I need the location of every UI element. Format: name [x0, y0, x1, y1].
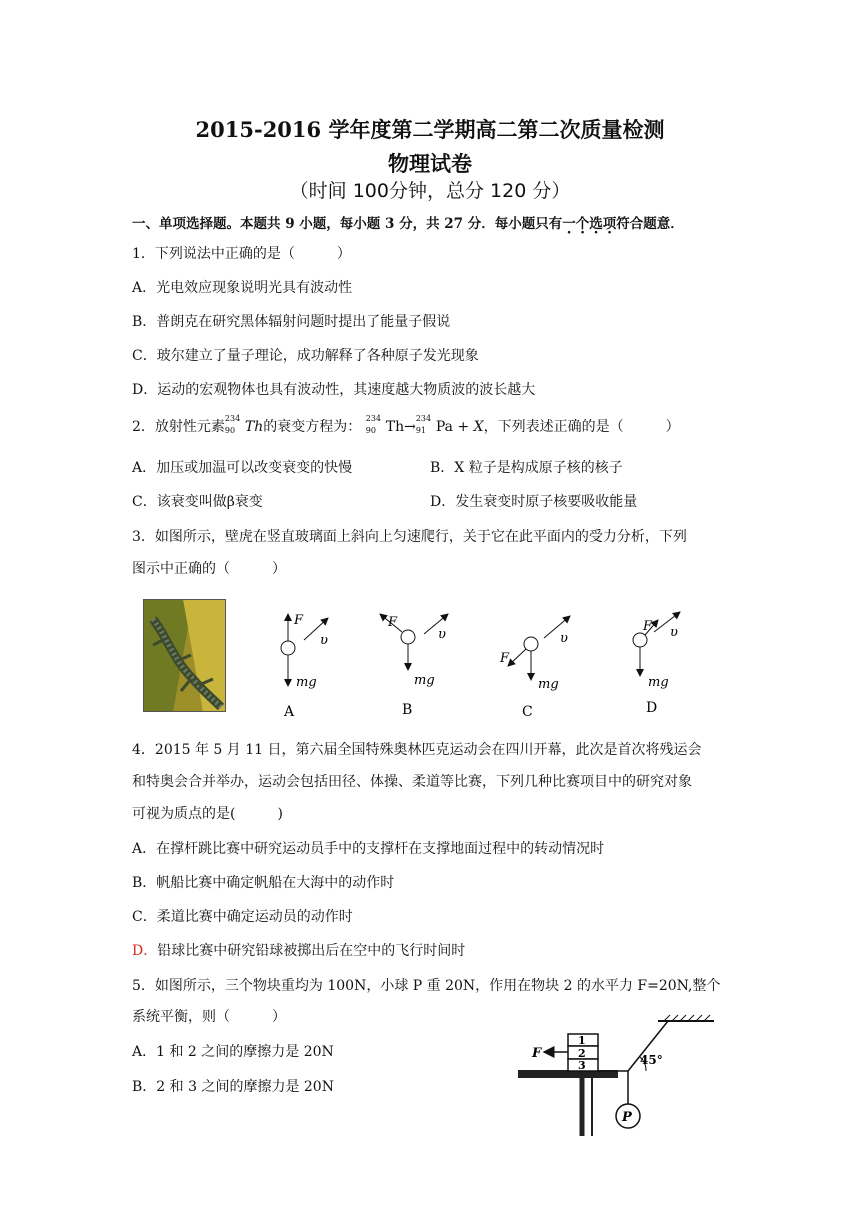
diagram-a — [281, 613, 328, 720]
q1-option-c: C．玻尔建立了量子理论，成功解释了各种原子发光现象 — [132, 348, 479, 364]
section-heading-prefix: 一、单项选择题。本题共 9 小题，每小题 3 分，共 27 分．每小题只有 — [132, 216, 563, 232]
q1-option-b: B．普朗克在研究黑体辐射问题时提出了能量子假说 — [132, 314, 451, 330]
label-v: υ — [320, 633, 328, 648]
diagram-c — [499, 616, 570, 720]
q4-option-b: B．帆船比赛中确定帆船在大海中的动作时 — [132, 875, 395, 891]
decay-arrow: → — [404, 419, 416, 435]
label-mg: mg — [648, 675, 669, 690]
q4-option-c: C．柔道比赛中确定运动员的动作时 — [132, 909, 353, 925]
mass-number: 234 — [415, 414, 432, 423]
q5-block-figure — [518, 1008, 738, 1138]
element-symbol: Th — [244, 419, 264, 435]
label-f: F — [500, 651, 510, 666]
q2-option-b: B．X 粒子是构成原子核的核子 — [430, 460, 623, 476]
element-symbol: Th — [385, 419, 405, 435]
angle-label: 45° — [640, 1053, 663, 1067]
q1-stem: 1．下列说法中正确的是（ ） — [132, 246, 351, 262]
emph-char: 个 — [575, 216, 590, 232]
block-1-label: 1 — [578, 1034, 586, 1047]
section-heading-suffix: 符合题意． — [616, 216, 684, 232]
label-v: υ — [438, 627, 446, 642]
q2-option-c: C．该衰变叫做β衰变 — [132, 494, 263, 510]
ball-p-label: P — [622, 1110, 632, 1125]
mass-number: 234 — [224, 414, 241, 423]
q5-option-b: B．2 和 3 之间的摩擦力是 20N — [132, 1079, 334, 1095]
q4-option-d — [132, 940, 465, 960]
q2-stem-c: ，下列表述正确的是（ ） — [483, 419, 680, 435]
q1-option-a: A．光电效应现象说明光具有波动性 — [132, 280, 353, 296]
label-v: υ — [670, 625, 678, 640]
q4-option-a: A．在撑杆跳比赛中研究运动员手中的支撑杆在支撑地面过程中的转动情况时 — [132, 841, 605, 857]
atomic-number: 91 — [415, 426, 427, 435]
atomic-number: 90 — [365, 426, 376, 435]
option-letter-d: D — [646, 700, 658, 716]
paper-subject: 物理试卷 — [388, 151, 472, 176]
option-letter-b: B — [402, 702, 413, 718]
product-x: + X — [457, 419, 484, 435]
q4-option-d-text: 铅球比赛中研究铅球被掷出后在空中的飞行时间时 — [157, 943, 466, 959]
force-f-label: F — [532, 1046, 542, 1061]
gecko-photo — [143, 599, 226, 712]
label-f: F — [388, 615, 398, 630]
q2-option-d: D．发生衰变时原子核要吸收能量 — [430, 494, 638, 510]
block-2-label: 2 — [578, 1047, 586, 1060]
q5-stem-line2: 系统平衡，则（ ） — [132, 1009, 286, 1025]
block-3-label: 3 — [578, 1059, 586, 1072]
q2-option-a: A．加压或加温可以改变衰变的快慢 — [132, 460, 353, 476]
element-symbol: Pa — [435, 419, 453, 435]
q3-force-diagrams — [260, 600, 720, 725]
q3-stem-line2: 图示中正确的（ ） — [132, 561, 286, 577]
label-mg: mg — [414, 673, 435, 688]
q2-stem-a: 2．放射性元素 — [132, 419, 225, 435]
section-heading — [132, 212, 684, 232]
q5-option-a: A．1 和 2 之间的摩擦力是 20N — [132, 1044, 334, 1060]
label-f: F — [294, 613, 304, 628]
diagram-d — [633, 612, 680, 716]
label-v: υ — [560, 631, 568, 646]
exam-duration: （时间 100分钟，总分 120 分） — [289, 180, 571, 202]
q4-stem-line1: 4．2015 年 5 月 11 日，第六届全国特殊奥林匹克运动会在四川开幕，此次是首次将残运会 — [132, 742, 702, 758]
q4-stem-line3: 可视为质点的是( ) — [132, 806, 283, 822]
q4-stem-line2: 和特奥会合并举办，运动会包括田径、体操、柔道等比赛，下列几种比赛项目中的研究对象 — [132, 774, 692, 790]
emph-char: 选 — [589, 216, 603, 232]
q2-stem-b: 的衰变方程为： — [263, 419, 362, 435]
label-mg: mg — [296, 675, 317, 690]
mass-number: 234 — [365, 414, 382, 423]
q2-th-nuclide — [224, 414, 245, 436]
label-f: F — [643, 619, 653, 634]
q4-option-d-letter: D． — [132, 943, 158, 959]
q3-stem-line1: 3．如图所示，壁虎在竖直玻璃面上斜向上匀速爬行，关于它在此平面内的受力分析，下列 — [132, 529, 687, 545]
q5-stem-line1: 5．如图所示，三个物块重均为 100N，小球 P 重 20N，作用在物块 2 的水平力 F=20N,整个 — [132, 978, 721, 994]
page-title: 2015-2016 学年度第二学期高二第二次质量检测 — [195, 117, 665, 142]
q1-option-d: D．运动的宏观物体也具有波动性，其速度越大物质波的波长越大 — [132, 382, 536, 398]
q2-eq-pa-nuclide — [415, 414, 436, 436]
option-letter-c: C — [522, 704, 533, 720]
q2-stem — [132, 416, 680, 436]
emph-char: 项 — [602, 216, 617, 232]
atomic-number: 90 — [224, 426, 236, 435]
q2-eq-th-nuclide — [365, 414, 386, 436]
diagram-b — [380, 614, 448, 718]
option-letter-a: A — [284, 704, 295, 720]
label-mg: mg — [538, 677, 559, 692]
emph-char: 一 — [562, 216, 576, 232]
